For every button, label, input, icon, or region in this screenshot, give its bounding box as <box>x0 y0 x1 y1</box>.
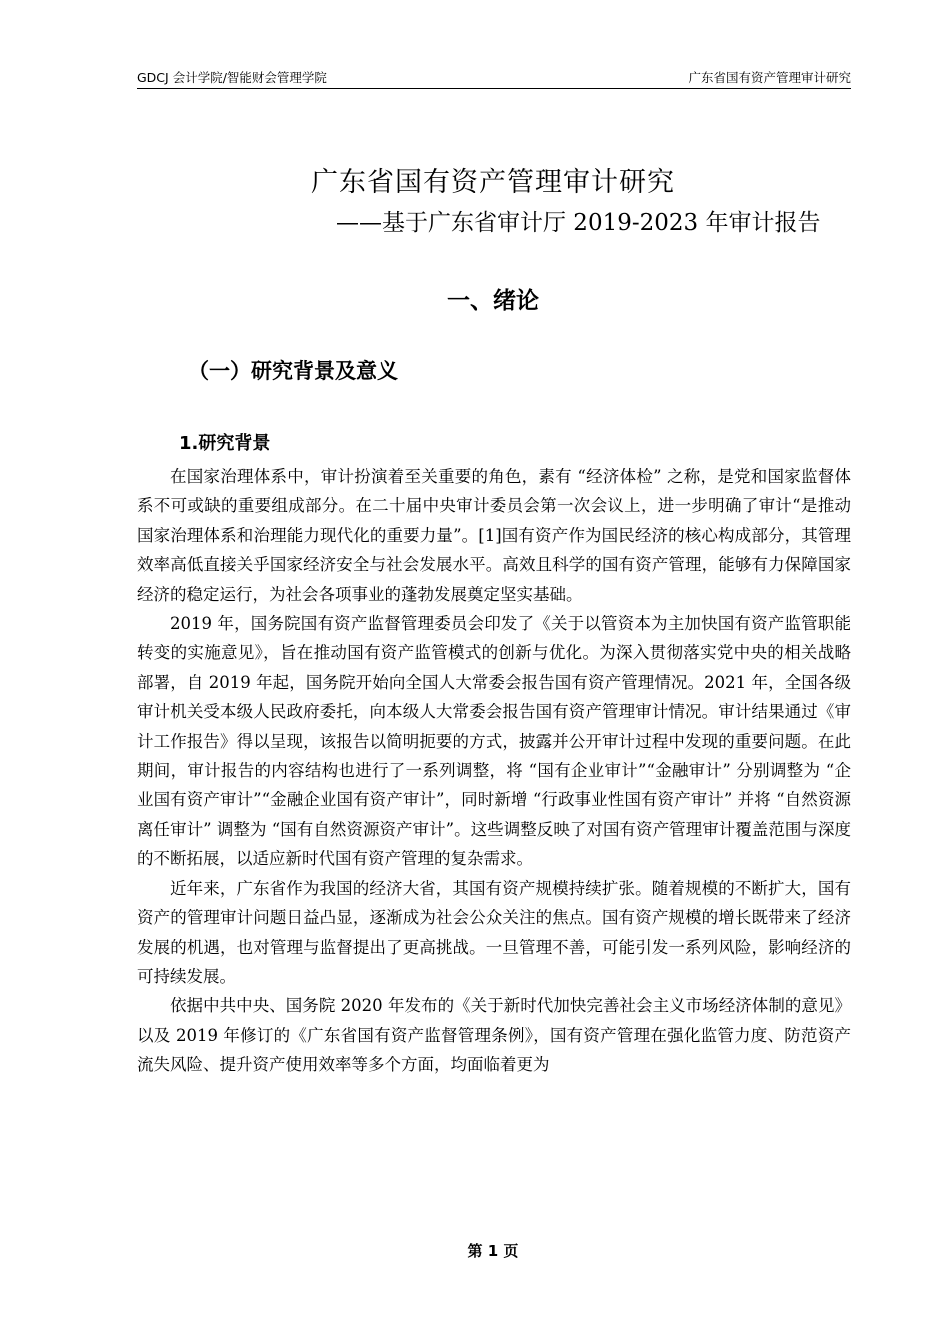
section-heading: 一、绪论 <box>447 288 539 314</box>
paper-subtitle: ——基于广东省审计厅 2019-2023 年审计报告 <box>336 210 821 236</box>
paper-title: 广东省国有资产管理审计研究 <box>311 167 675 198</box>
paragraph-2: 2019 年，国务院国有资产监督管理委员会印发了《关于以管资本为主加快国有资产监管职能转变的实施意见》，旨在推动国有资产监管模式的创新与优化。为深入贯彻落实党中央的相关战略部署，自 2019 年起，国务院开始向全国人大常委会报告国有资产管理情况。2021 年，全国各级审计机关受本级人民政府委托，向本级人大常委会报告国有资产管理审计情况。审计结果通过《审计工作报告》得以呈现，该报告以简明扼要的方式，披露并公开审计过程中发现的重要问题。在此期间，审计报告的内容结构也进行了一系列调整，将 “国有企业审计”“金融审计” 分别调整为 “企业国有资产审计”“金融企业国有资产审计”，同时新增 “行政事业性国有资产审计” 并将 “自然资源离任审计” 调整为 “国有自然资源资产审计”。这些调整反映了对国有资产管理审计覆盖范围与深度的不断拓展，以适应新时代国有资产管理的复杂需求。 <box>137 614 851 869</box>
page-number: 第 1 页 <box>467 1242 519 1260</box>
paragraph-1: 在国家治理体系中，审计扮演着至关重要的角色，素有 “经济体检” 之称，是党和国家监督体系不可或缺的重要组成部分。在二十届中央审计委员会第一次会议上，进一步明确了审计“是推动国家治理体系和治理能力现代化的重要力量”。[1]国有资产作为国民经济的核心构成部分，其管理效率高低直接关乎国家经济安全与社会发展水平。高效且科学的国有资产管理，能够有力保障国家经济的稳定运行，为社会各项事业的蓬勃发展奠定坚实基础。 <box>137 467 851 604</box>
running-header <box>137 66 851 89</box>
paragraph-4: 依据中共中央、国务院 2020 年发布的《关于新时代加快完善社会主义市场经济体制的意见》以及 2019 年修订的《广东省国有资产监督管理条例》，国有资产管理在强化监管力度、防范资产流失风险、提升资产使用效率等多个方面，均面临着更为 <box>137 996 851 1075</box>
subsubsection-heading: 1.研究背景 <box>179 433 271 454</box>
body-text <box>137 462 851 1080</box>
paragraph-3: 近年来，广东省作为我国的经济大省，其国有资产规模持续扩张。随着规模的不断扩大，国有资产的管理审计问题日益凸显，逐渐成为社会公众关注的焦点。国有资产规模的增长既带来了经济发展的机遇，也对管理与监督提出了更高挑战。一旦管理不善，可能引发一系列风险，影响经济的可持续发展。 <box>137 878 851 986</box>
header-institution: GDCJ 会计学院/智能财会管理学院 <box>137 70 327 85</box>
subsection-heading: （一）研究背景及意义 <box>188 359 398 383</box>
header-paper-title: 广东省国有资产管理审计研究 <box>688 70 851 85</box>
